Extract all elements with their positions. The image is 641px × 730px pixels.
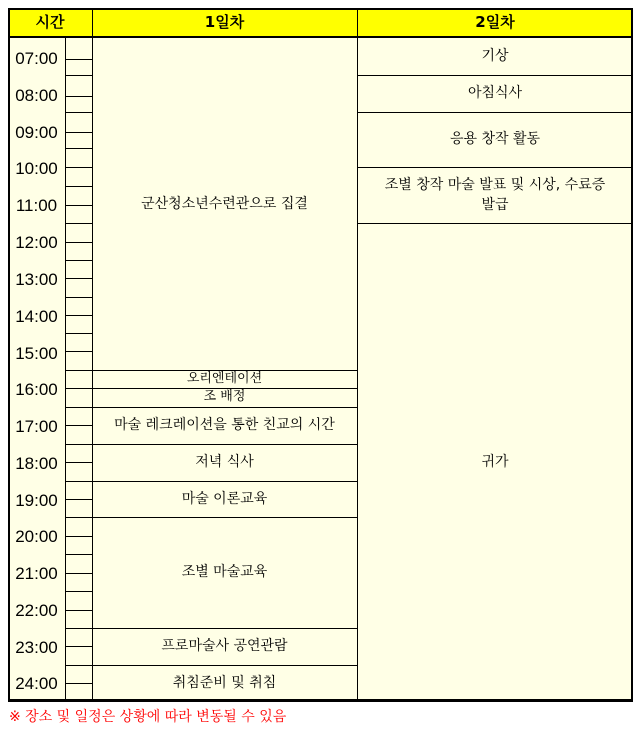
header-time: 시간 [8, 8, 92, 38]
day2-breakfast: 아침식사 [357, 75, 633, 112]
time-label: 20:00 [8, 519, 65, 556]
header-day1: 1일차 [92, 8, 357, 38]
time-label: 17:00 [8, 409, 65, 446]
time-label: 12:00 [8, 225, 65, 262]
day1-bedtime: 취침준비 및 취침 [92, 665, 357, 702]
day1-dinner: 저녁 식사 [92, 444, 357, 481]
time-label: 24:00 [8, 666, 65, 702]
time-label: 23:00 [8, 630, 65, 667]
day2-wakeup: 기상 [357, 38, 633, 75]
time-label: 11:00 [8, 188, 65, 225]
day1-orientation: 오리엔테이션 [92, 370, 357, 388]
day2-creative-activity: 응용 창작 활동 [357, 112, 633, 167]
time-label: 22:00 [8, 593, 65, 630]
time-label: 07:00 [8, 41, 65, 78]
day1-group-magic-class: 조별 마술교육 [92, 517, 357, 628]
time-label: 13:00 [8, 262, 65, 299]
day1-team-assignment: 조 배정 [92, 388, 357, 407]
schedule-table [8, 8, 633, 702]
time-label: 15:00 [8, 336, 65, 373]
time-label: 09:00 [8, 115, 65, 152]
time-label: 16:00 [8, 372, 65, 409]
time-label: 21:00 [8, 556, 65, 593]
time-label: 18:00 [8, 446, 65, 483]
day2-return-home: 귀가 [357, 223, 633, 702]
day1-recreation: 마술 레크레이션을 통한 친교의 시간 [92, 407, 357, 444]
day2-presentation: 조별 창작 마술 발표 및 시상, 수료증 발급 [357, 167, 633, 223]
time-label: 08:00 [8, 78, 65, 115]
day1-pro-show: 프로마술사 공연관람 [92, 628, 357, 665]
day1-magic-theory: 마술 이론교육 [92, 481, 357, 517]
time-label: 19:00 [8, 483, 65, 520]
table-frame [8, 8, 633, 702]
schedule-note: ※ 장소 및 일정은 상황에 따라 변동될 수 있음 [9, 709, 287, 725]
day1-gathering: 군산청소년수련관으로 집결 [92, 38, 357, 370]
header-day2: 2일차 [357, 8, 633, 38]
time-label: 10:00 [8, 151, 65, 188]
time-label: 14:00 [8, 299, 65, 336]
